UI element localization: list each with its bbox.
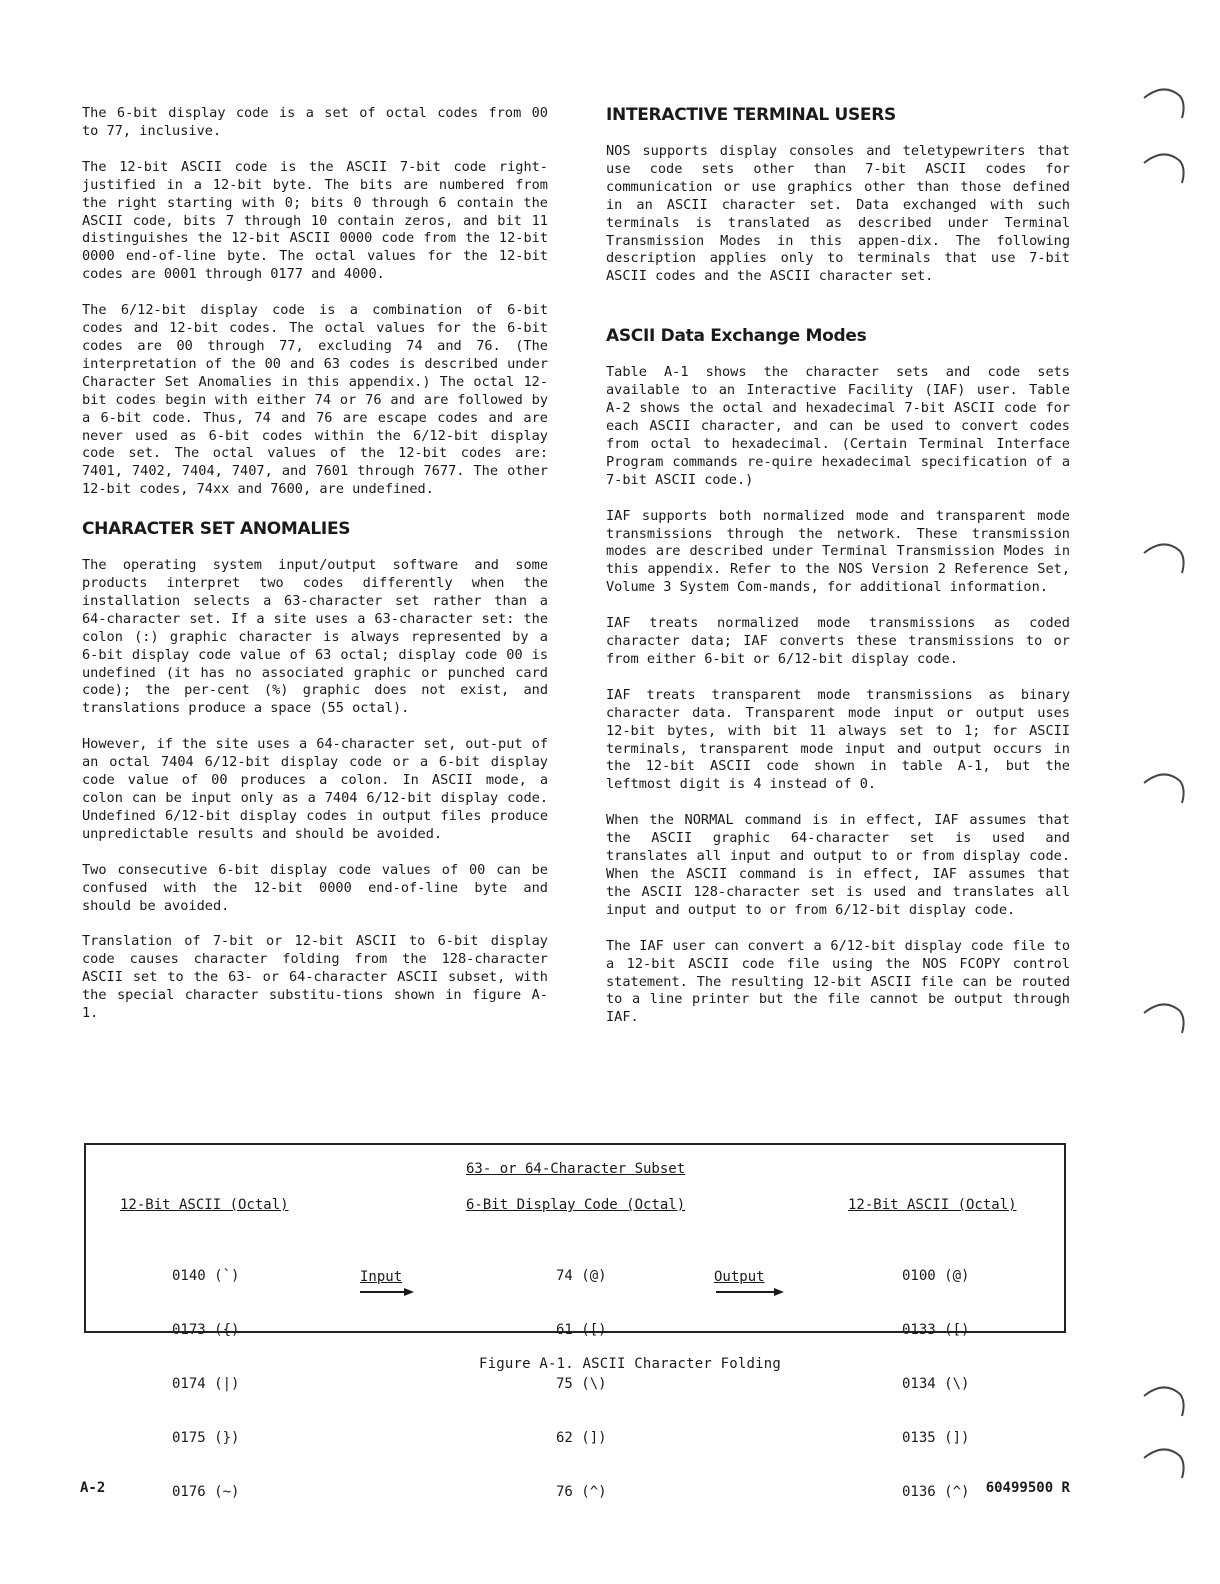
figure-col1-header: 12-Bit ASCII (Octal) [120, 1197, 289, 1213]
paragraph-6bit-display-code: The 6-bit display code is a set of octal codes from 00 to 77, inclusive. [82, 105, 548, 139]
punch-hole-icon [1140, 1440, 1190, 1484]
figure-col2-row: 74 (@) [556, 1268, 607, 1284]
figure-col2-list [556, 1231, 607, 1537]
paragraph-normalized-mode: IAF treats normalized mode transmissions as coded character data; IAF converts these transmissions to or from either 6-bit or 6/12-bit display code. [606, 615, 1070, 667]
input-arrow-icon [358, 1287, 416, 1297]
heading-ascii-data-exchange-modes: ASCII Data Exchange Modes [606, 326, 867, 347]
paragraph-iaf-modes: IAF supports both normalized mode and transparent mode transmissions through the network. These transmission modes are described under Terminal Transmission Modes in this appendix. Refer to the NOS Version 2 Reference Set, Volume 3 System Com-mands, for additional information. [606, 507, 1070, 596]
figure-col1-row: 0176 (~) [172, 1484, 240, 1500]
punch-hole-icon [1140, 535, 1190, 579]
figure-col1-row: 0174 (|) [172, 1376, 240, 1392]
figure-col1-row: 0173 ({) [172, 1322, 240, 1338]
figure-col3-list [902, 1231, 969, 1537]
paragraph-transparent-mode: IAF treats transparent mode transmissions as binary character data. Transparent mode input or output uses 12-bit bytes, with bit 11 always set to 1; for ASCII terminals, transparent mode input and output occurs in the 12-bit ASCII code shown in table A-1, but the leftmost digit is 4 instead of 0. [606, 686, 1070, 793]
right-column [606, 105, 1070, 1045]
figure-col3-header: 12-Bit ASCII (Octal) [848, 1197, 1017, 1213]
document-number: 60499500 R [985, 1480, 1070, 1496]
figure-output-label: Output [714, 1269, 765, 1285]
punch-hole-icon [1140, 1378, 1190, 1422]
figure-col1-row: 0140 (`) [172, 1268, 240, 1284]
paragraph-table-references: Table A-1 shows the character sets and code sets available to an Interactive Facility (IAF) user. Table A-2 shows the octal and hexadecimal 7-bit ASCII code for each ASCII character, and can be used to convert codes from octal to hexadecimal. (Certain Terminal Interface Program commands re-quire hexadecimal specification of a 7-bit ASCII code.) [606, 364, 1070, 488]
figure-col3-row: 0133 ([) [902, 1322, 970, 1338]
punch-hole-icon [1140, 145, 1190, 189]
figure-col2-row: 61 ([) [556, 1322, 607, 1338]
figure-col2-row: 76 (^) [556, 1484, 607, 1500]
paragraph-6-12bit-display-code: The 6/12-bit display code is a combination of 6-bit codes and 12-bit codes. The octal values for the 6-bit codes are 00 through 77, excluding 74 and 76. (The interpretation of the 00 and 63 codes is described under Character Set Anomalies in this appendix.) The octal 12-bit codes begin with either 74 or 76 and are followed by a 6-bit code. Thus, 74 and 76 are escape codes and are never used as 6-bit codes within the 6/12-bit display code set. The octal values of the 12-bit codes are: 7401, 7402, 7404, 7407, and 7601 through 7677. The other 12-bit codes, 74xx and 7600, are undefined. [82, 302, 548, 498]
punch-hole-icon [1140, 765, 1190, 809]
paragraph-normal-ascii-commands: When the NORMAL command is in effect, IAF assumes that the ASCII graphic 64-character set is used and translates all input and output to or from display code. When the ASCII command is in effect, IAF assumes that the ASCII 128-character set is used and translates all input and output to or from 6/12-bit display code. [606, 812, 1070, 918]
heading-interactive-terminal-users: INTERACTIVE TERMINAL USERS [606, 105, 896, 125]
figure-col2-row: 62 (]) [556, 1430, 607, 1446]
punch-hole-icon [1140, 995, 1190, 1039]
figure-col3-row: 0100 (@) [902, 1268, 970, 1284]
paragraph-anomalies-intro: The operating system input/output software and some products interpret two codes differently when the installation selects a 63-character set rather than a 64-character set. If a site uses a 63-character set: the colon (:) graphic character is always represented by a 6-bit display code value of 63 octal; display code 00 is undefined (it has no associated graphic or punched card code); the per-cent (%) graphic does not exist, and translations produce a space (55 octal). [82, 557, 548, 717]
figure-col1-list [172, 1231, 239, 1537]
figure-col3-row: 0136 (^) [902, 1484, 970, 1500]
figure-subset-title: 63- or 64-Character Subset [466, 1161, 686, 1177]
punch-hole-icon [1140, 80, 1190, 124]
paragraph-nos-supports: NOS supports display consoles and teletypewriters that use code sets other than 7-bit ASCII codes for communication or use graphics other than those defined in an ASCII character set. Data exchanged with such terminals is translated as described under Terminal Transmission Modes in this appen-dix. The following description applies only to terminals that use 7-bit ASCII codes and the ASCII character set. [606, 143, 1070, 285]
heading-character-set-anomalies: CHARACTER SET ANOMALIES [82, 519, 351, 540]
paragraph-consecutive-codes: Two consecutive 6-bit display code values of 00 can be confused with the 12-bit 0000 end-of-line byte and should be avoided. [82, 861, 548, 914]
figure-caption: Figure A-1. ASCII Character Folding [478, 1356, 781, 1372]
paragraph-fcopy-conversion: The IAF user can convert a 6/12-bit display code file to a 12-bit ASCII code file using the NOS FCOPY control statement. The resulting 12-bit ASCII file can be routed to a line printer but the file cannot be output through IAF. [606, 937, 1070, 1026]
output-arrow-icon [714, 1287, 786, 1297]
figure-col3-row: 0134 (\) [902, 1376, 970, 1392]
figure-col3-row: 0135 (]) [902, 1430, 970, 1446]
figure-col1-row: 0175 (}) [172, 1430, 240, 1446]
left-column [82, 105, 548, 1041]
paragraph-64-character-set: However, if the site uses a 64-character set, out-put of an octal 7404 6/12-bit display code or a 6-bit display code value of 00 produces a colon. In ASCII mode, a colon can be input only as a 7404 6/12-bit display code. Undefined 6/12-bit display codes in output files produce unpredictable results and should be avoided. [82, 736, 548, 842]
paragraph-translation-folding: Translation of 7-bit or 12-bit ASCII to 6-bit display code causes character folding from the 128-character ASCII set to the 63- or 64-character ASCII subset, with the special character substitu-tions shown in figure A-1. [82, 933, 548, 1022]
figure-col2-row: 75 (\) [556, 1376, 607, 1392]
figure-col2-header: 6-Bit Display Code (Octal) [466, 1197, 686, 1213]
paragraph-12bit-ascii-code: The 12-bit ASCII code is the ASCII 7-bit code right-justified in a 12-bit byte. The bits are numbered from the right starting with 0; bits 0 through 6 contain the ASCII code, bits 7 through 10 contain zeros, and bit 11 distinguishes the 12-bit ASCII 0000 code from the 12-bit 0000 end-of-line byte. The octal values for the 12-bit codes are 0001 through 0177 and 4000. [82, 158, 548, 283]
page-number: A-2 [80, 1480, 106, 1496]
figure-input-label: Input [360, 1269, 403, 1285]
